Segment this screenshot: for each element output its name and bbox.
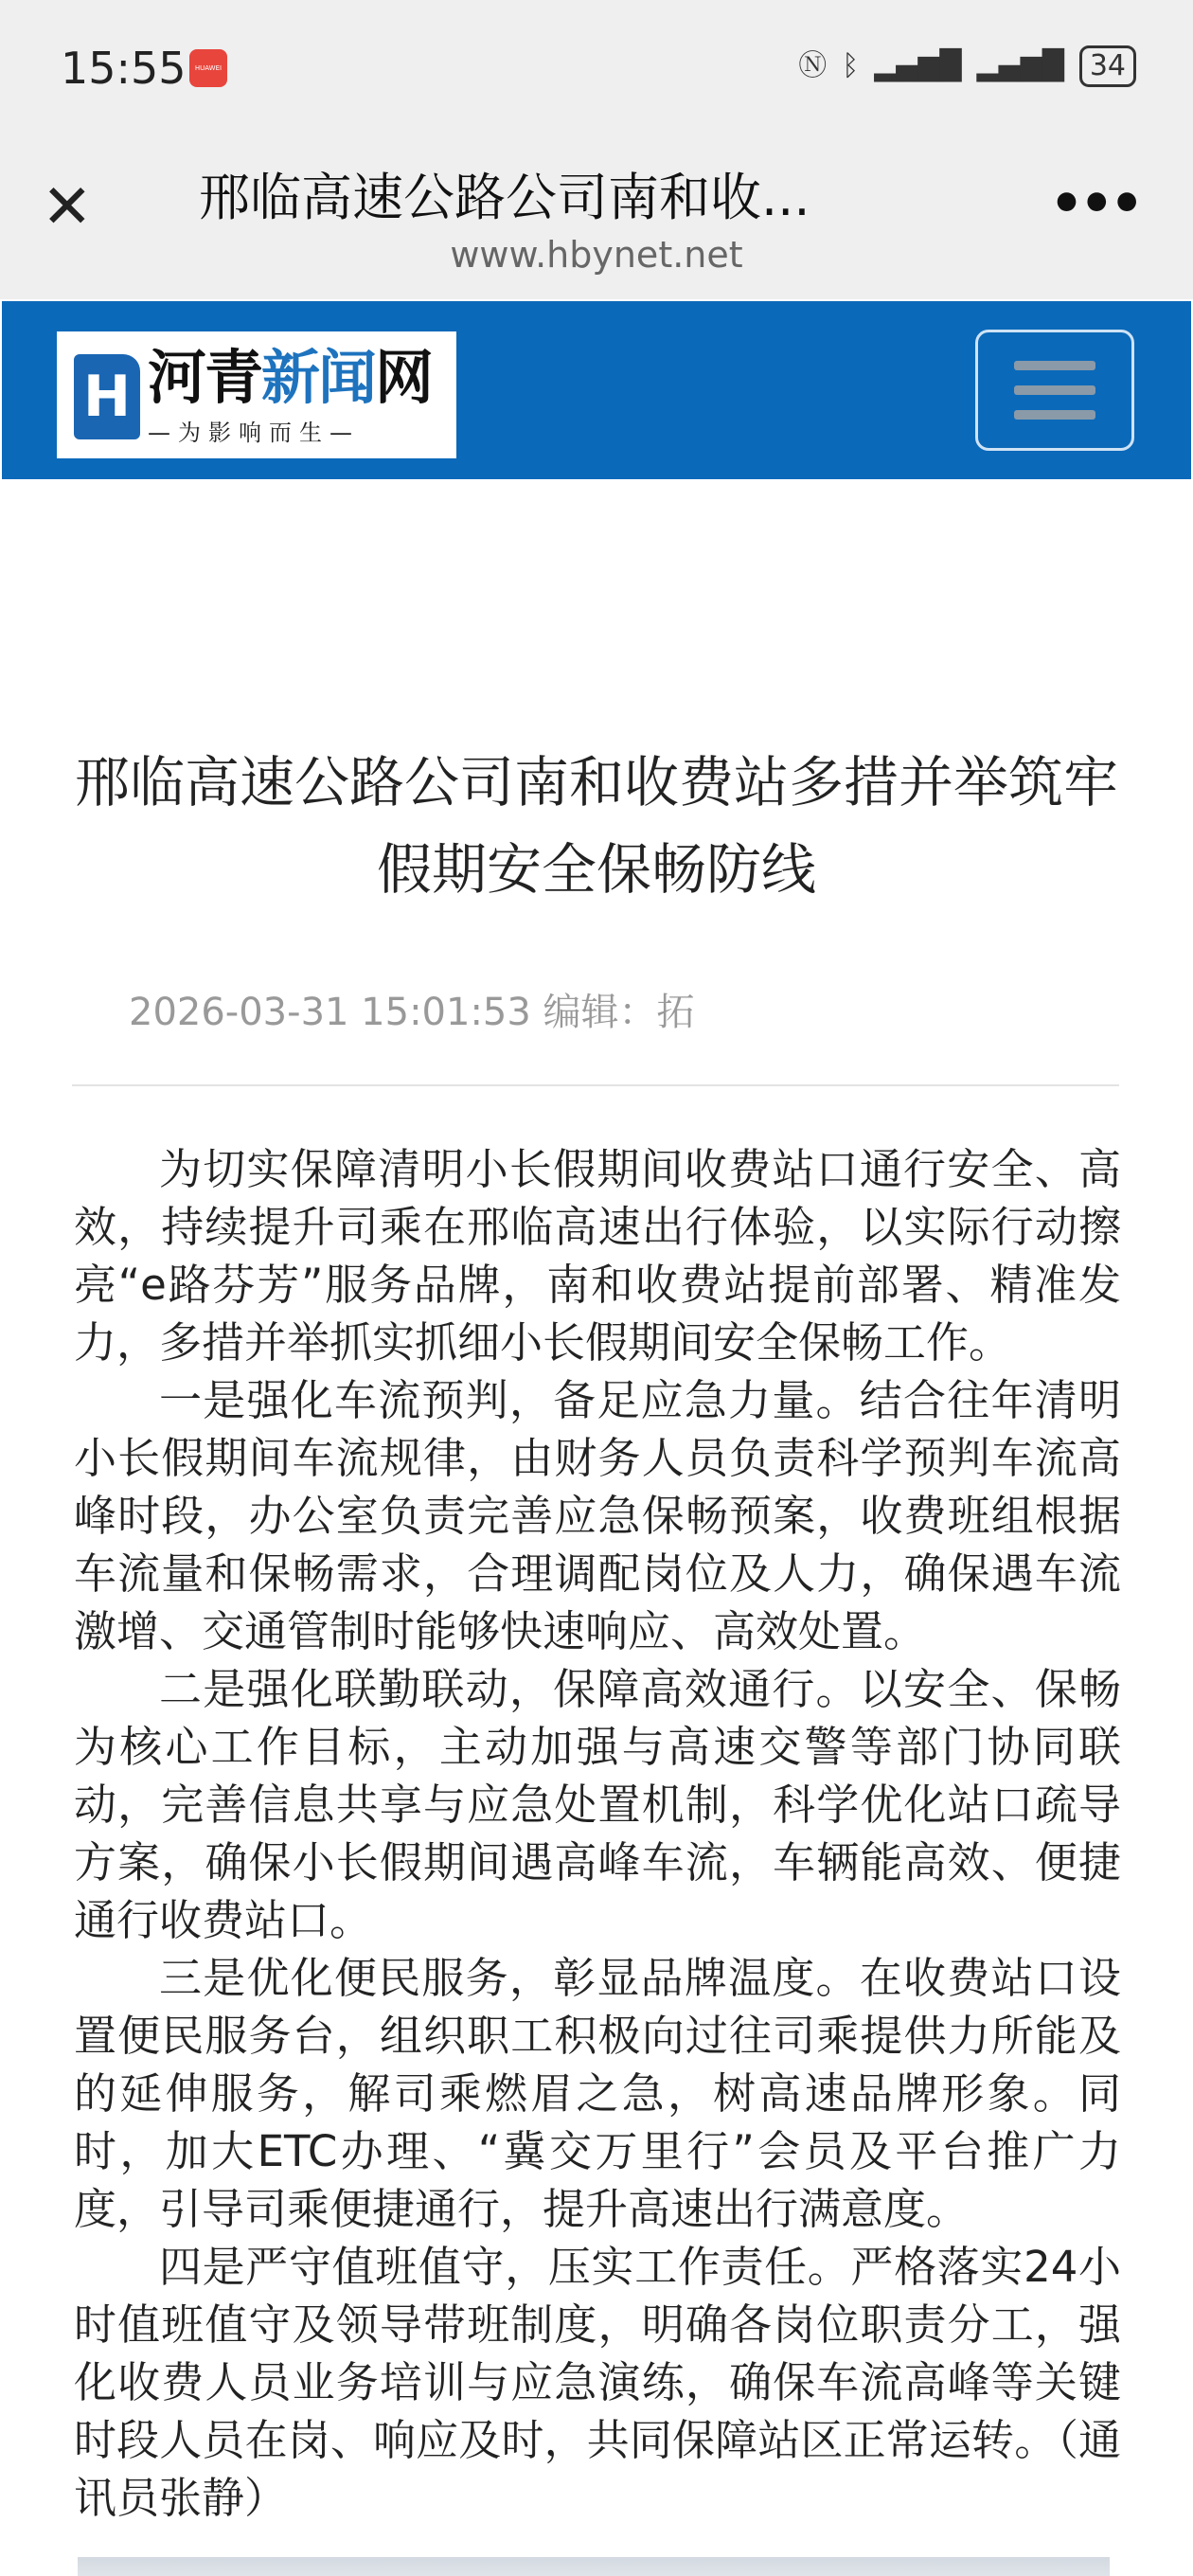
logo-text-part: 河青 — [148, 343, 262, 412]
huawei-app-icon: HUAWEI — [189, 49, 227, 87]
paragraph: 二是强化联勤联动，保障高效通行。以安全、保畅为核心工作目标，主动加强与高速交警等部门协同联动，完善信息共享与应急处置机制，科学优化站口疏导方案，确保小长假期间遇高峰车流，车辆能高效、便捷通行收费站口。 — [74, 1664, 1121, 1945]
bluetooth-icon: ᛒ — [842, 49, 860, 82]
browser-top-bar — [0, 0, 1193, 299]
site-logo[interactable] — [57, 331, 456, 458]
status-icons — [798, 45, 1136, 87]
close-icon[interactable]: ✕ — [42, 172, 93, 242]
nfc-icon: Ⓝ — [798, 49, 828, 82]
divider — [72, 1084, 1119, 1086]
status-time: 15:55 — [61, 43, 187, 94]
logo-slogan: —为影响而生— — [148, 420, 360, 446]
page-title: 邢临高速公路公司南和收... — [199, 169, 810, 227]
logo-text-part: 新闻 — [261, 343, 376, 412]
logo-mark: H — [74, 354, 140, 439]
menu-icon-bar — [1014, 385, 1095, 395]
paragraph: 三是优化便民服务，彰显品牌温度。在收费站口设置便民服务台，组织职工积极向过往司乘提供力所能及的延伸服务，解司乘燃眉之急，树高速品牌形象。同时，加大ETC办理、“冀交万里行”会员及平台推广力度，引导司乘便捷通行，提升高速出行满意度。 — [74, 1953, 1121, 2234]
paragraph: 一是强化车流预判，备足应急力量。结合往年清明小长假期间车流规律，由财务人员负责科学预判车流高峰时段，办公室负责完善应急保畅预案，收费班组根据车流量和保畅需求，合理调配岗位及人力，确保遇车流激增、交通管制时能够快速响应、高效处置。 — [74, 1375, 1121, 1656]
article-body — [74, 1140, 1121, 2527]
paragraph: 为切实保障清明小长假期间收费站口通行安全、高效，持续提升司乘在邢临高速出行体验，以实际行动擦亮“e路芬芳”服务品牌，南和收费站提前部署、精准发力，多措并举抓实抓细小长假期间安全保畅工作。 — [74, 1144, 1121, 1368]
signal-icon: ▂▄▆█ — [874, 49, 962, 82]
article-image — [78, 2557, 1110, 2576]
more-icon[interactable]: ••• — [1049, 173, 1140, 235]
menu-icon-bar — [1014, 361, 1095, 370]
paragraph: 四是严守值班值守，压实工作责任。严格落实24小时值班值守及领导带班制度，明确各岗位职责分工，强化收费人员业务培训与应急演练，确保车流高峰等关键时段人员在岗、响应及时，共同保障站区正常运转。（通讯员张静） — [74, 2242, 1121, 2523]
menu-button[interactable] — [975, 330, 1134, 451]
article-meta: 2026-03-31 15:01:53 编辑：拓 — [129, 991, 695, 1034]
page-url: www.hbynet.net — [450, 234, 743, 276]
article-title: 邢临高速公路公司南和收费站多措并举筑牢假期安全保畅防线 — [74, 750, 1118, 902]
logo-text-part: 网 — [375, 343, 433, 412]
menu-icon-bar — [1014, 410, 1095, 420]
battery-icon: 34 — [1079, 45, 1136, 87]
signal-icon: ▂▄▆█ — [976, 49, 1064, 82]
logo-text — [148, 343, 432, 413]
